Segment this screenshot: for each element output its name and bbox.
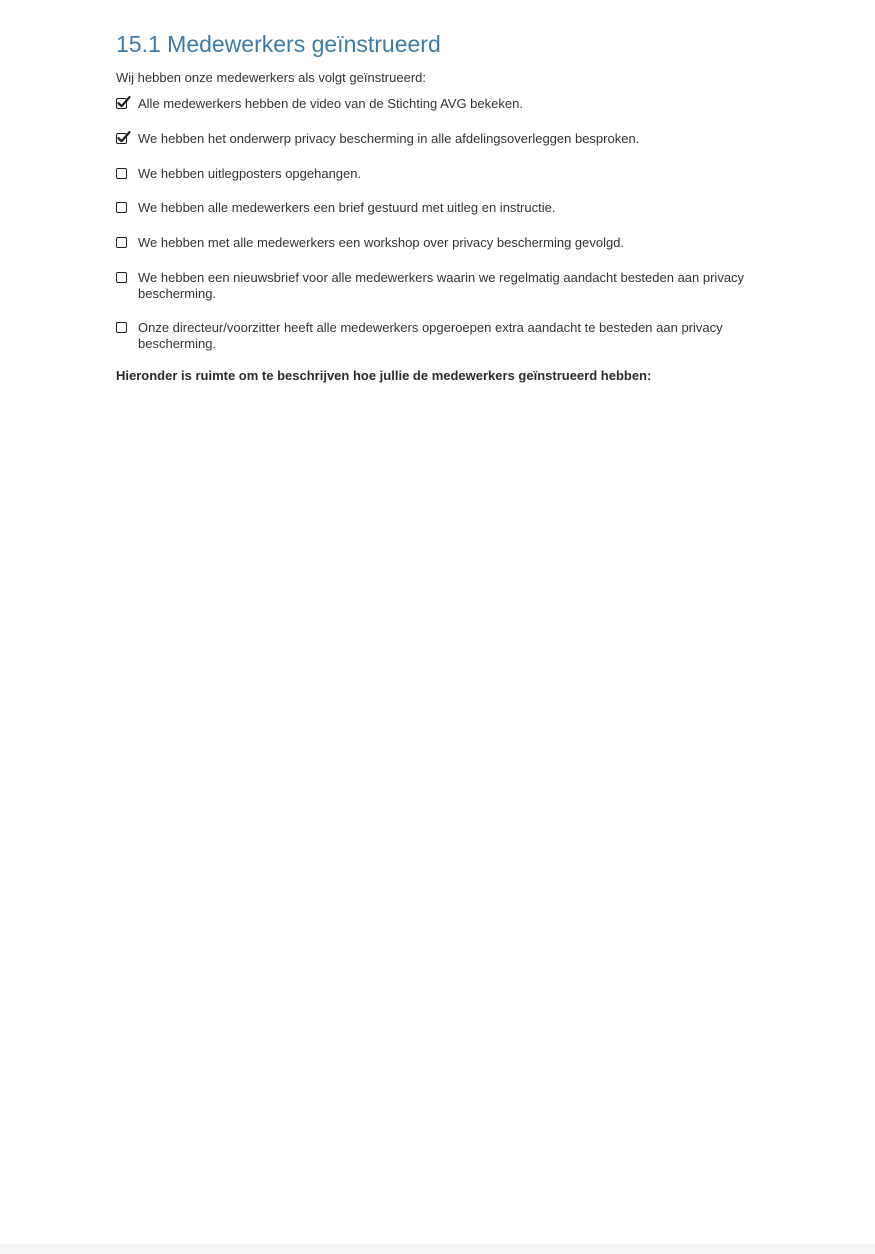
checklist-item (116, 200, 756, 216)
page-bottom-edge (0, 1244, 875, 1254)
checkbox[interactable] (116, 237, 127, 248)
checklist-item-label: We hebben het onderwerp privacy bescherming in alle afdelingsoverleggen besproken. (138, 131, 640, 146)
checkbox[interactable] (116, 98, 127, 109)
checklist-item-label: Alle medewerkers hebben de video van de Stichting AVG bekeken. (138, 96, 523, 111)
description-prompt: Hieronder is ruimte om te beschrijven hoe jullie de medewerkers geïnstrueerd hebben: (116, 368, 652, 383)
checklist-item-label: We hebben uitlegposters opgehangen. (138, 166, 362, 181)
checklist-item (116, 96, 756, 112)
checkbox[interactable] (116, 322, 127, 333)
checklist-item (116, 166, 756, 182)
checklist-item (116, 235, 756, 251)
intro-text: Wij hebben onze medewerkers als volgt geïnstrueerd: (116, 70, 426, 85)
checklist-item-label: We hebben met alle medewerkers een workshop over privacy bescherming gevolgd. (138, 235, 625, 250)
checklist-item-label: Onze directeur/voorzitter heeft alle medewerkers opgeroepen extra aandacht te besteden aan privacy bescherming. (138, 320, 723, 351)
checkbox[interactable] (116, 272, 127, 283)
checkbox[interactable] (116, 168, 127, 179)
checkbox[interactable] (116, 133, 127, 144)
checkbox[interactable] (116, 202, 127, 213)
checkmark-icon (116, 130, 131, 145)
checklist-item (116, 270, 756, 302)
checklist-item (116, 320, 756, 352)
section-heading: 15.1 Medewerkers geïnstrueerd (116, 31, 441, 57)
checklist-item-label: We hebben alle medewerkers een brief gestuurd met uitleg en instructie. (138, 200, 556, 215)
checkmark-icon (116, 95, 131, 110)
checklist-item-label: We hebben een nieuwsbrief voor alle medewerkers waarin we regelmatig aandacht besteden aan privacy bescherming. (138, 270, 745, 301)
checklist-item (116, 131, 756, 147)
